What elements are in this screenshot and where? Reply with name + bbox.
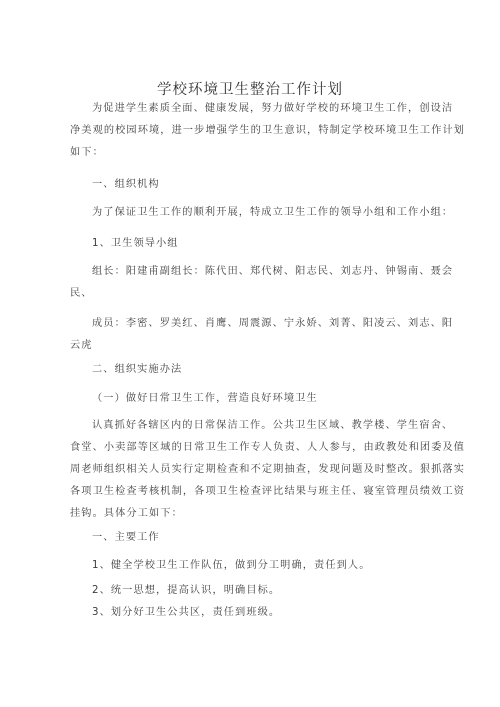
leaders-line: 组长：阳建甫副组长：陈代田、郑代树、阳志民、刘志丹、钟锡南、聂会 <box>92 266 454 277</box>
sub1-line: 挂钩。具体分工如下： <box>70 508 183 519</box>
sub1-line: 认真抓好各辖区内的日常保洁工作。公共卫生区域、教学楼、学生宿舍、 <box>92 420 454 431</box>
leaders-line: 民、 <box>70 288 93 299</box>
intro-paragraph <box>70 98 466 164</box>
task-item: 3、划分好卫生公共区，责任到班级。 <box>92 607 281 618</box>
sub1-line: 各项卫生检查考核机制，各项卫生检查评比结果与班主任、寝室管理员绩效工资 <box>70 486 466 497</box>
sub1-paragraph <box>70 415 466 525</box>
members-line: 成员：李密、罗美红、肖鹰、周震源、宁永娇、刘菁、阳凌云、刘志、阳 <box>92 318 454 329</box>
section1-paragraph: 为了保证卫生工作的顺利开展，特成立卫生工作的领导小组和工作小组： <box>92 207 454 218</box>
section2-heading: 二、组织实施办法 <box>92 364 183 375</box>
leaders-paragraph <box>70 261 454 305</box>
intro-line: 如下： <box>70 147 104 158</box>
sub1-line: 周老师组织相关人员实行定期检查和不定期抽查，发现问题及时整改。狠抓落实 <box>70 464 466 475</box>
group1-heading: 1、卫生领导小组 <box>92 238 179 249</box>
task-item: 2、统一思想，提高认识，明确目标。 <box>92 585 281 596</box>
intro-line: 为促进学生素质全面、健康发展，努力做好学校的环境卫生工作，创设洁 <box>92 103 454 114</box>
members-paragraph <box>70 313 454 357</box>
sub1-line: 食堂、小卖部等区域的日常卫生工作专人负责、人人参与，由政教处和团委及值 <box>70 442 466 453</box>
tasks-heading: 一、主要工作 <box>92 532 160 543</box>
section1-heading: 一、组织机构 <box>92 179 160 190</box>
document-title: 学校环境卫生整治工作计划 <box>157 82 343 98</box>
members-line: 云虎 <box>70 340 93 351</box>
intro-line: 净美观的校园环境，进一步增强学生的卫生意识，特制定学校环境卫生工作计划 <box>70 125 466 136</box>
sub1-heading: （一）做好日常卫生工作，营造良好环境卫生 <box>92 393 318 404</box>
task-item: 1、健全学校卫生工作队伍，做到分工明确，责任到人。 <box>92 560 371 571</box>
